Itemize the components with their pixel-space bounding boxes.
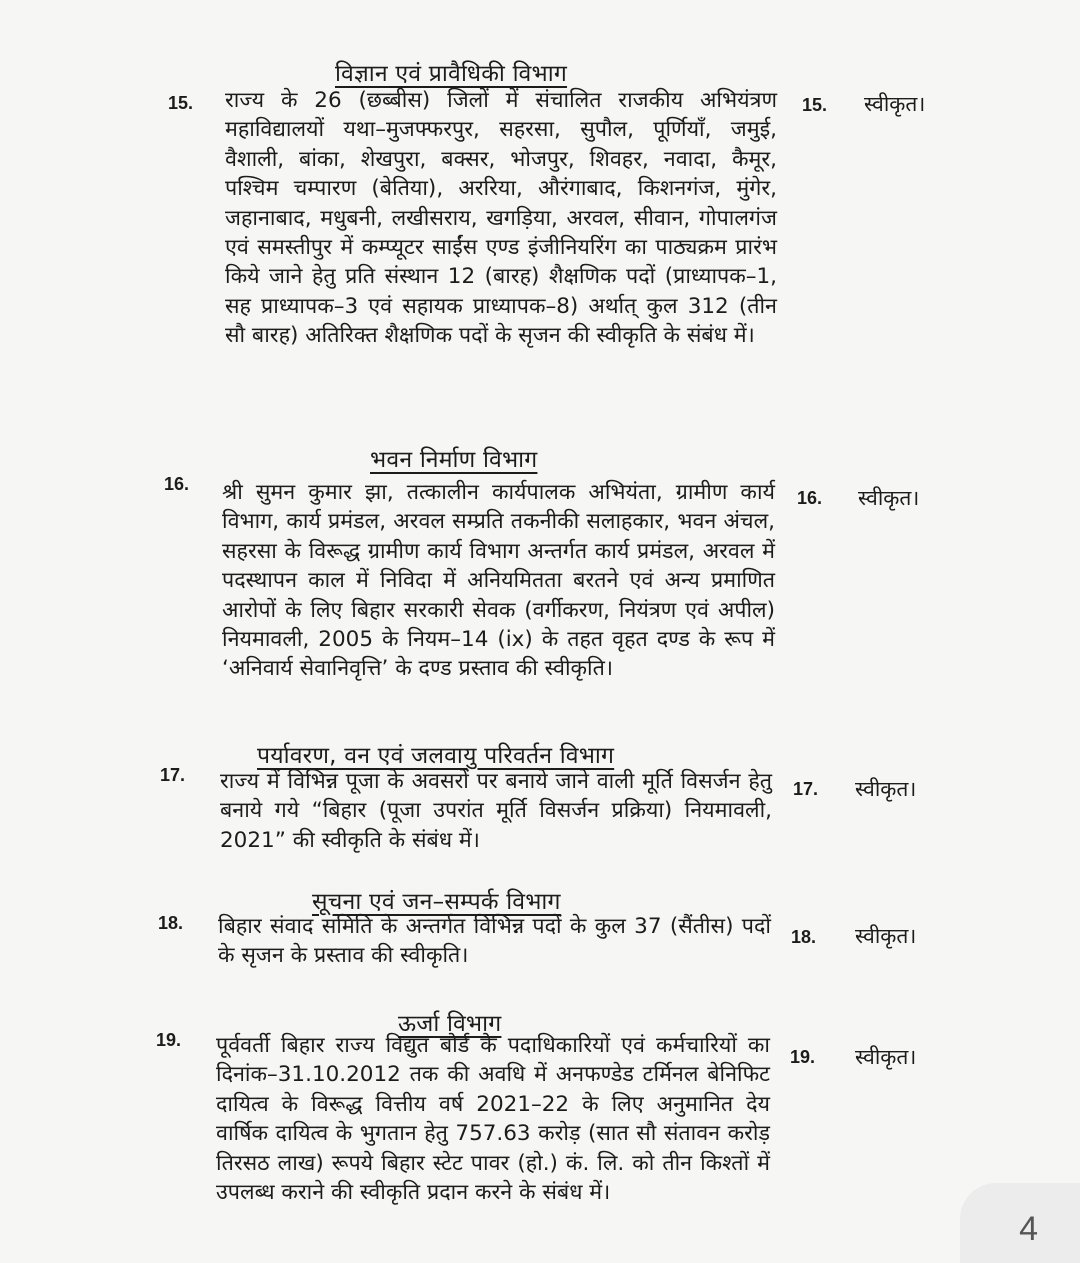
item-text: श्री सुमन कुमार झा, तत्कालीन कार्यपालक अभियंता, ग्रामीण कार्य विभाग, कार्य प्रमंडल, अरवल सम्प्रति तकनीकी सलाहकार, भवन अंचल, सहरसा के विरूद्ध ग्रामीण कार्य विभाग अन्तर्गत कार्य प्रमंडल, अरवल में पदस्थापन काल में निविदा में अनियमितता बरतने एवं अन्य प्रमाणित आरोपों के लिए बिहार सरकारी सेवक (वर्गीकरण, नियंत्रण एवं अपील) नियमावली, 2005 के नियम–14 (ix) के तहत वृहत दण्ड के रूप में ‘अनिवार्य सेवानिवृत्ति’ के दण्ड प्रस्ताव की स्वीकृति।	[222, 480, 775, 682]
item-number: 18.	[158, 913, 184, 933]
section-heading-building-construction: भवन निर्माण विभाग	[370, 447, 538, 473]
decision-number: 17.	[793, 779, 819, 799]
decision-status: स्वीकृत।	[855, 924, 917, 948]
decision-status: स्वीकृत।	[855, 1045, 917, 1069]
decision-status: स्वीकृत।	[864, 92, 926, 116]
item-number: 16.	[164, 474, 190, 494]
section-heading-science-technology: विज्ञान एवं प्रावैधिकी विभाग	[335, 61, 568, 87]
decision-number: 15.	[802, 95, 828, 115]
decision-number: 18.	[791, 927, 817, 947]
section-heading-energy: ऊर्जा विभाग	[398, 1011, 502, 1037]
page-number: 4	[1019, 1210, 1038, 1248]
decision-status: स्वीकृत।	[855, 777, 917, 801]
section-heading-information: सूचना एवं जन–सम्पर्क विभाग	[312, 889, 561, 915]
decision-status: स्वीकृत।	[858, 486, 920, 510]
item-number: 17.	[160, 765, 186, 785]
item-text: राज्य के 26 (छब्बीस) जिलों में संचालित राजकीय अभियंत्रण महाविद्यालयों यथा–मुजफ्फरपुर, सहरसा, सुपौल, पूर्णियाँ, जमुई, वैशाली, बांका, शेखपुरा, बक्सर, भोजपुर, शिवहर, नवादा, कैमूर, पश्चिम चम्पारण (बेतिया), अररिया, औरंगाबाद, किशनगंज, मुंगेर, जहानाबाद, मधुबनी, लखीसराय, खगड़िया, अरवल, सीवान, गोपालगंज एवं समस्तीपुर में कम्प्यूटर साईंस एण्ड इंजीनियरिंग का पाठ्यक्रम प्रारंभ किये जाने हेतु प्रति संस्थान 12 (बारह) शैक्षणिक पदों (प्राध्यापक–1, सह प्राध्यापक–3 एवं सहायक प्राध्यापक–8) अर्थात् कुल 312 (तीन सौ बारह) अतिरिक्त शैक्षणिक पदों के सृजन की स्वीकृति के संबंध में।	[225, 88, 777, 349]
item-text: राज्य में विभिन्न पूजा के अवसरों पर बनाये जाने वाली मूर्ति विसर्जन हेतु बनाये गये “बिहार (पूजा उपरांत मूर्ति विसर्जन प्रक्रिया) नियमावली, 2021” की स्वीकृति के संबंध में।	[220, 769, 772, 853]
item-text: पूर्ववर्ती बिहार राज्य विद्युत बोर्ड के पदाधिकारियों एवं कर्मचारियों का दिनांक–31.10.2012 तक की अवधि में अनफण्डेड टर्मिनल बेनिफिट दायित्व के विरूद्ध वित्तीय वर्ष 2021–22 के लिए अनुमानित देय वार्षिक दायित्व के भुगतान हेतु 757.63 करोड़ (सात सौ संतावन करोड़ तिरसठ लाख) रूपये बिहार स्टेट पावर (हो.) कं. लि. को तीन किश्तों में उपलब्ध कराने की स्वीकृति प्रदान करने के संबंध में।	[216, 1033, 770, 1206]
item-number: 15.	[168, 93, 194, 113]
section-heading-environment: पर्यावरण, वन एवं जलवायु परिवर्तन विभाग	[257, 743, 615, 769]
decision-number: 16.	[797, 488, 823, 508]
item-text: बिहार संवाद समिति के अन्तर्गत विभिन्न पदों के कुल 37 (सैंतीस) पदों के सृजन के प्रस्ताव की स्वीकृति।	[218, 914, 771, 969]
decision-number: 19.	[790, 1047, 816, 1067]
item-number: 19.	[156, 1030, 182, 1050]
